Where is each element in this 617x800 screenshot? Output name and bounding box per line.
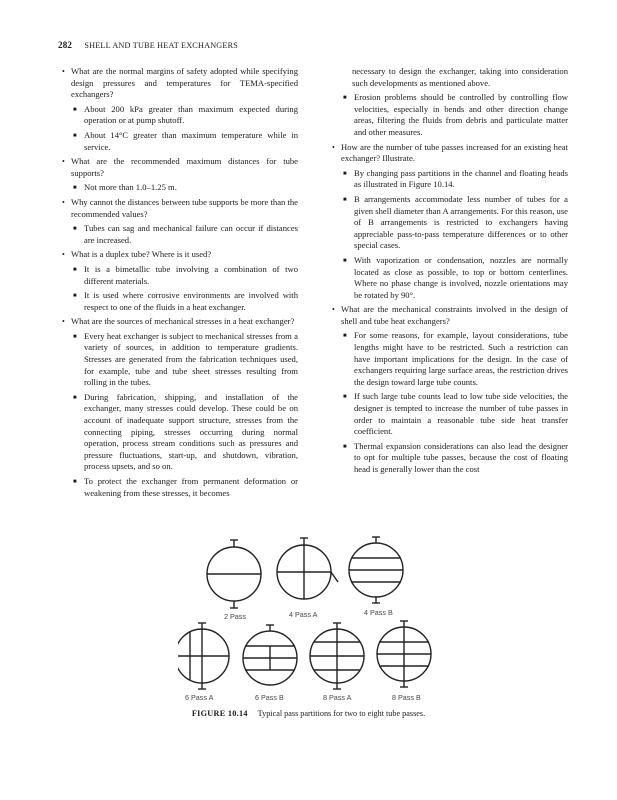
paragraph-text: It is a bimetallic tube involving a combination of two different materials. (84, 263, 298, 286)
left-question-10 (62, 316, 298, 328)
answer-bullet: ■ (343, 95, 347, 102)
pass-partition-figure (178, 536, 440, 702)
answer-bullet: ■ (343, 170, 347, 177)
left-answer-12 (62, 392, 298, 473)
paragraph-text: Why cannot the distances between tube supports be more than the recommended values? (71, 196, 298, 219)
paragraph-text: What are the sources of mechanical stresses in a heat exchanger? (71, 316, 295, 327)
figure-caption (0, 709, 617, 718)
paragraph-text: What are the normal margins of safety adopted while specifying design pressures and temperatures for TEMA-specified exchangers? (71, 66, 298, 100)
paragraph-text: What is a duplex tube? Where is it used? (71, 249, 212, 260)
page-header (58, 40, 238, 50)
question-bullet: • (62, 157, 65, 167)
left-answer-9 (62, 290, 298, 313)
left-answer-11 (62, 331, 298, 389)
paragraph-text: Erosion problems should be controlled by controlling flow velocities, especially in bends and other direction change areas, filtering the fluids from debris and particulate matter and other measures. (354, 92, 568, 137)
left-question-5 (62, 197, 298, 220)
label-6-pass-b: 6 Pass B (255, 693, 284, 702)
right-answer-7 (332, 330, 568, 388)
answer-bullet: ■ (343, 333, 347, 340)
paragraph-text: About 200 kPa greater than maximum expected during operation or at pump shutoff. (84, 103, 298, 126)
caption-label: FIGURE 10.14 (191, 709, 248, 718)
caption-text: Typical pass partitions for two to eight tube passes. (257, 709, 426, 718)
right-question-2 (332, 142, 568, 165)
left-answer-2 (62, 130, 298, 153)
label-4-pass-a: 4 Pass A (289, 610, 318, 619)
answer-bullet: ■ (343, 257, 347, 264)
paragraph-text: For some reasons, for example, layout considerations, tube lengths might have to be restricted. Such a restriction can have important implications for the design. In the case of exchangers requiring large surface areas, the restriction drives the design toward large tube counts. (354, 330, 568, 387)
diagram-6-pass-b (243, 625, 297, 685)
answer-bullet: ■ (343, 196, 347, 203)
question-bullet: • (62, 197, 65, 207)
right-answer-3 (332, 168, 568, 191)
left-answer-8 (62, 264, 298, 287)
paragraph-text: To protect the exchanger from permanent deformation or weakening from these stresses, it becomes (84, 476, 298, 498)
paragraph-text: By changing pass partitions in the channel and floating heads as illustrated in Figure 10.14. (354, 167, 568, 190)
paragraph-text: During fabrication, shipping, and installation of the exchanger, many stresses could develop. These could be on account of inadequate support structure, stresses from the connecting piping, stresses occurring during normal operation, process stream conditions such as pressures and pressure fluctuations, start-up, and shutdown, vibration, process upsets, and so on. (84, 391, 298, 472)
answer-bullet: ■ (343, 443, 347, 450)
label-8-pass-a: 8 Pass A (323, 693, 352, 702)
answer-bullet: ■ (73, 185, 77, 192)
left-column (62, 66, 298, 502)
answer-bullet: ■ (73, 132, 77, 139)
paragraph-text: How are the number of tube passes increased for an existing heat exchanger? Illustrate. (341, 141, 568, 164)
paragraph-text: Tubes can sag and mechanical failure can occur if distances are increased. (84, 223, 298, 245)
left-answer-13 (62, 476, 298, 499)
paragraph-text: About 14°C greater than maximum temperature while in service. (84, 129, 298, 152)
paragraph-text: It is used where corrosive environments are involved with respect to one of the fluids in a heat exchanger. (84, 290, 298, 312)
right-column (332, 66, 568, 479)
diagram-8-pass-a (310, 623, 364, 689)
left-answer-4 (62, 182, 298, 194)
right-answer-4 (332, 194, 568, 252)
paragraph-text: Not more than 1.0–1.25 m. (84, 182, 177, 193)
diagram-4-pass-b (349, 537, 403, 603)
question-bullet: • (62, 67, 65, 76)
paragraph-text: With vaporization or condensation, nozzles are normally located as close as possible, to top or bottom centerlines. Where no phase change is involved, nozzle orientations may be rotated by 90°. (354, 254, 568, 300)
paragraph-text: If such large tube counts lead to low tube side velocities, the designer is tempted to increase the number of tube passes in order to maintain a reasonable tube side heat transfer coefficient. (354, 391, 568, 437)
answer-bullet: ■ (73, 293, 77, 300)
answer-bullet: ■ (343, 394, 347, 401)
answer-bullet: ■ (73, 106, 77, 113)
left-question-7 (62, 249, 298, 261)
answer-bullet: ■ (73, 479, 77, 485)
left-answer-1 (62, 104, 298, 127)
question-bullet: • (62, 250, 65, 260)
diagram-6-pass-a (178, 623, 229, 689)
right-answer-1 (332, 92, 568, 138)
running-title: SHELL AND TUBE HEAT EXCHANGERS (84, 41, 239, 50)
answer-bullet: ■ (73, 266, 77, 273)
label-4-pass-b: 4 Pass B (364, 608, 393, 617)
question-bullet: • (62, 317, 65, 327)
right-answer-5 (332, 255, 568, 301)
answer-bullet: ■ (73, 226, 77, 233)
paragraph-text: necessary to design the exchanger, taking into consideration such developments as mentioned above. (352, 66, 568, 88)
right-continuation-0 (332, 66, 568, 89)
page-number: 282 (58, 40, 73, 50)
diagram-8-pass-b (377, 621, 431, 687)
paragraph-text: What are the mechanical constraints involved in the design of shell and tube heat exchangers? (341, 304, 568, 326)
question-bullet: • (332, 142, 335, 152)
paragraph-text: B arrangements accommodate less number of tubes for a given shell diameter than A arrangements. For this reason, use of B arrangements is restricted to exchangers having appreciable pass-to-pass temperature differences or to other special cases. (354, 193, 568, 251)
right-answer-8 (332, 391, 568, 437)
diagram-2-pass (207, 540, 261, 608)
right-answer-9 (332, 441, 568, 476)
label-6-pass-a: 6 Pass A (185, 693, 214, 702)
answer-bullet: ■ (73, 394, 77, 401)
answer-bullet: ■ (73, 333, 77, 340)
paragraph-text: Every heat exchanger is subject to mechanical stresses from a variety of sources, in addition to temperature gradients. Stresses are generated from the fabrication techniques used, for example, tube and tube sheet stresses resulting from rolling in the tubes. (84, 330, 298, 388)
left-question-0 (62, 66, 298, 101)
diagram-4-pass-a (277, 538, 338, 599)
label-8-pass-b: 8 Pass B (392, 693, 421, 702)
paragraph-text: What are the recommended maximum distances for tube supports? (71, 156, 298, 178)
left-answer-6 (62, 223, 298, 246)
label-2-pass: 2 Pass (224, 612, 246, 621)
right-question-6 (332, 304, 568, 327)
question-bullet: • (332, 305, 335, 315)
left-question-3 (62, 156, 298, 179)
paragraph-text: Thermal expansion considerations can also lead the designer to opt for multiple tube passes, because the cost of floating head is generally lower than the cost (354, 440, 568, 474)
